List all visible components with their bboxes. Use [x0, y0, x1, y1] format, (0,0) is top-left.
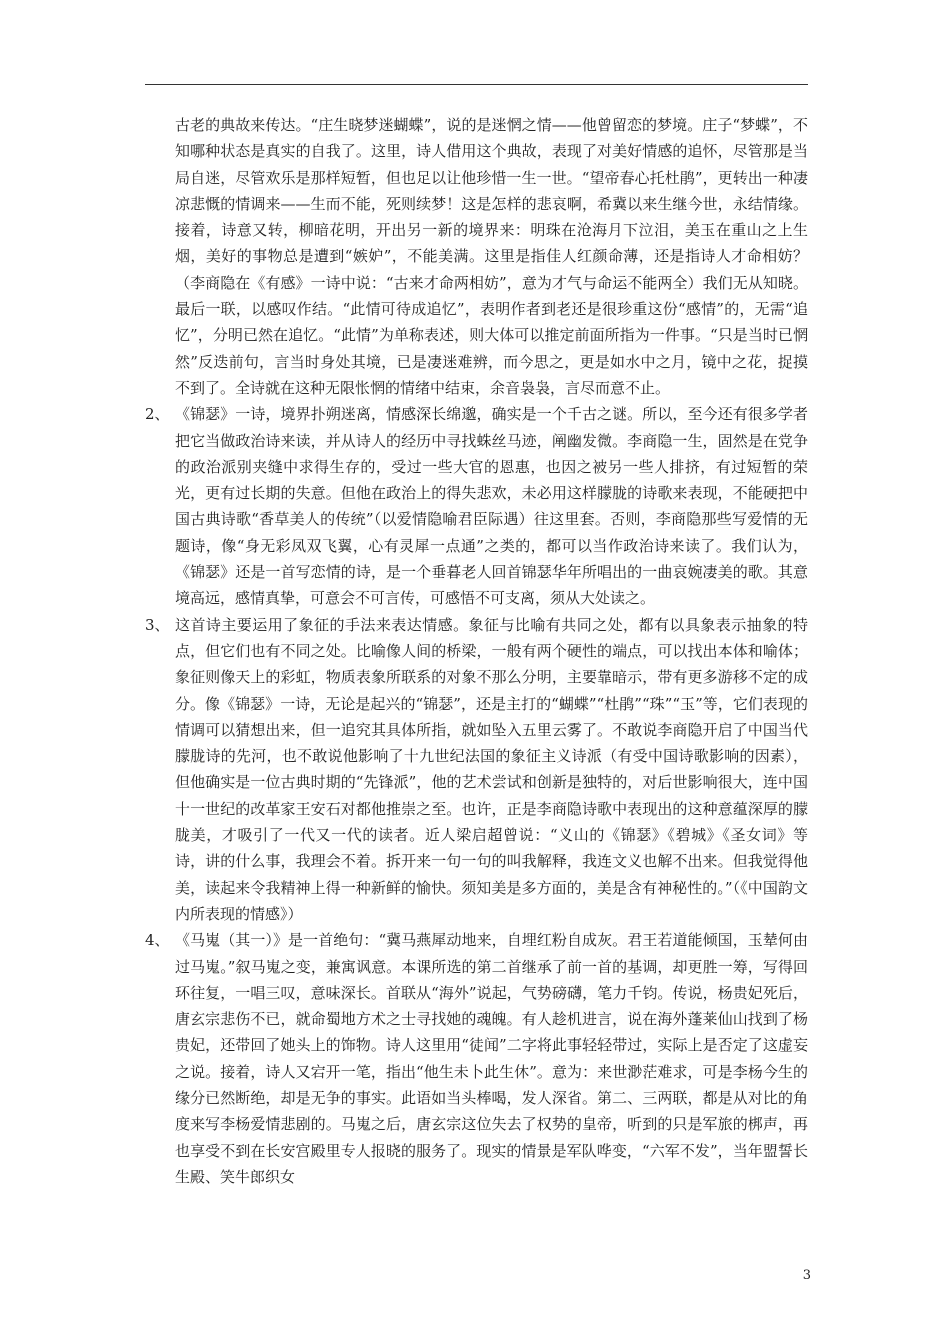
numbered-item-4 — [145, 927, 808, 1190]
item-text: 这首诗主要运用了象征的手法来表达情感。象征与比喻有共同之处，都有以具象表示抽象的特点，但它们也有不同之处。比喻像人间的桥梁，一般有两个硬性的端点，可以找出本体和喻体；象征则像天上的彩虹，物质表象所联系的对象不那么分明，主要靠暗示，带有更多游移不定的成分。像《锦瑟》一诗，无论是起兴的“锦瑟”，还是主打的“蝴蝶”“杜鹃”“珠”“玉”等，它们表现的情调可以猜想出来，但一追究其具体所指，就如坠入五里云雾了。不敢说李商隐开启了中国当代朦胧诗的先河，也不敢说他影响了十九世纪法国的象征主义诗派（有受中国诗歌影响的因素），但他确实是一位古典时期的“先锋派”，他的艺术尝试和创新是独特的，对后世影响很大，连中国十一世纪的改革家王安石对都他推崇之至。也许，正是李商隐诗歌中表现出的这种意蕴深厚的朦胧美，才吸引了一代又一代的读者。近人梁启超曾说：“义山的《锦瑟》《碧城》《圣女词》等诗，讲的什么事，我理会不着。拆开来一句一句的叫我解释，我连文义也解不出来。但我觉得他美，读起来令我精神上得一种新鲜的愉快。须知美是多方面的，美是含有神秘性的。”（《中国韵文内所表现的情感》） — [175, 615, 808, 923]
item-text: 《锦瑟》一诗，境界扑朔迷离，情感深长绵邈，确实是一个千古之谜。所以，至今还有很多学者把它当做政治诗来读，并从诗人的经历中寻找蛛丝马迹，阐幽发微。李商隐一生，固然是在党争的政治派别夹缝中求得生存的，受过一些大官的恩惠，也因之被另一些人排挤，有过短暂的荣光，更有过长期的失意。但他在政治上的得失悲欢，未必用这样朦胧的诗歌来表现，不能硬把中国古典诗歌“香草美人的传统”（以爱情隐喻君臣际遇）往这里套。否则，李商隐那些写爱情的无题诗，像“身无彩凤双飞翼，心有灵犀一点通”之类的，都可以当作政治诗来读了。我们认为，《锦瑟》还是一首写恋情的诗，是一个垂暮老人回首锦瑟华年所唱出的一曲哀婉凄美的歌。其意境高远，感情真挚，可意会不可言传，可感悟不可支离，须从大处读之。 — [175, 405, 808, 608]
page-number: 3 — [802, 1268, 811, 1283]
header-rule — [145, 84, 808, 85]
item-number: 2、 — [145, 405, 170, 424]
item-number: 4、 — [145, 931, 170, 950]
document-body — [145, 112, 808, 1190]
item-number: 3、 — [145, 615, 170, 634]
numbered-item-2 — [145, 401, 808, 611]
item-text: 《马嵬（其一）》是一首绝句：“冀马燕犀动地来，自埋红粉自成灰。君王若道能倾国，玉辇何由过马嵬。”叙马嵬之变，兼寓讽意。本课所选的第二首继承了前一首的基调，却更胜一筹，写得回环往复，一唱三叹，意味深长。首联从“海外”说起，气势磅礴，笔力千钧。传说，杨贵妃死后，唐玄宗悲伤不已，就命蜀地方术之士寻找她的魂魄。有人趁机进言，说在海外蓬莱仙山找到了杨贵妃，还带回了她头上的饰物。诗人这里用“徒闻”二字将此事轻轻带过，实际上是否定了这虚妄之说。接着，诗人又宕开一笔，指出“他生未卜此生休”。意为：来世渺茫难求，可是李杨今生的缘分已然断绝，却是无争的事实。此语如当头棒喝，发人深省。第二、三两联，都是从对比的角度来写李杨爱情悲剧的。马嵬之后，唐玄宗这位失去了权势的皇帝，听到的只是军旅的梆声，再也享受不到在长安宫殿里专人报晓的服务了。现实的情景是军队哗变，“六军不发”，当年盟誓长生殿、笑牛郎织女 — [175, 931, 808, 1186]
numbered-item-3 — [145, 612, 808, 928]
continued-paragraph: 古老的典故来传达。“庄生晓梦迷蝴蝶”，说的是迷惘之情——他曾留恋的梦境。庄子“梦蝶”，不知哪种状态是真实的自我了。这里，诗人借用这个典故，表现了对美好情感的追怀，尽管那是当局自迷，尽管欢乐是那样短暂，但也足以让他珍惜一生一世。“望帝春心托杜鹃”，更转出一种凄凉悲慨的情调来——生而不能，死则续梦！这是怎样的悲哀啊，希冀以来生继今世，永结情缘。接着，诗意又转，柳暗花明，开出另一新的境界来：明珠在沧海月下泣泪，美玉在重山之上生烟，美好的事物总是遭到“嫉妒”，不能美满。这里是指佳人红颜命薄，还是指诗人才命相妨？（李商隐在《有感》一诗中说：“古来才命两相妨”，意为才气与命运不能两全）我们无从知晓。最后一联，以感叹作结。“此情可待成追忆”，表明作者到老还是很珍重这份“感情”的，无需“追忆”，分明已然在追忆。“此情”为单称表述，则大体可以推定前面所指为一件事。“只是当时已惘然”反迭前句，言当时身处其境，已是凄迷难辨，而今思之，更是如水中之月，镜中之花，捉摸不到了。全诗就在这种无限怅惘的情绪中结束，余音袅袅，言尽而意不止。 — [175, 116, 808, 397]
